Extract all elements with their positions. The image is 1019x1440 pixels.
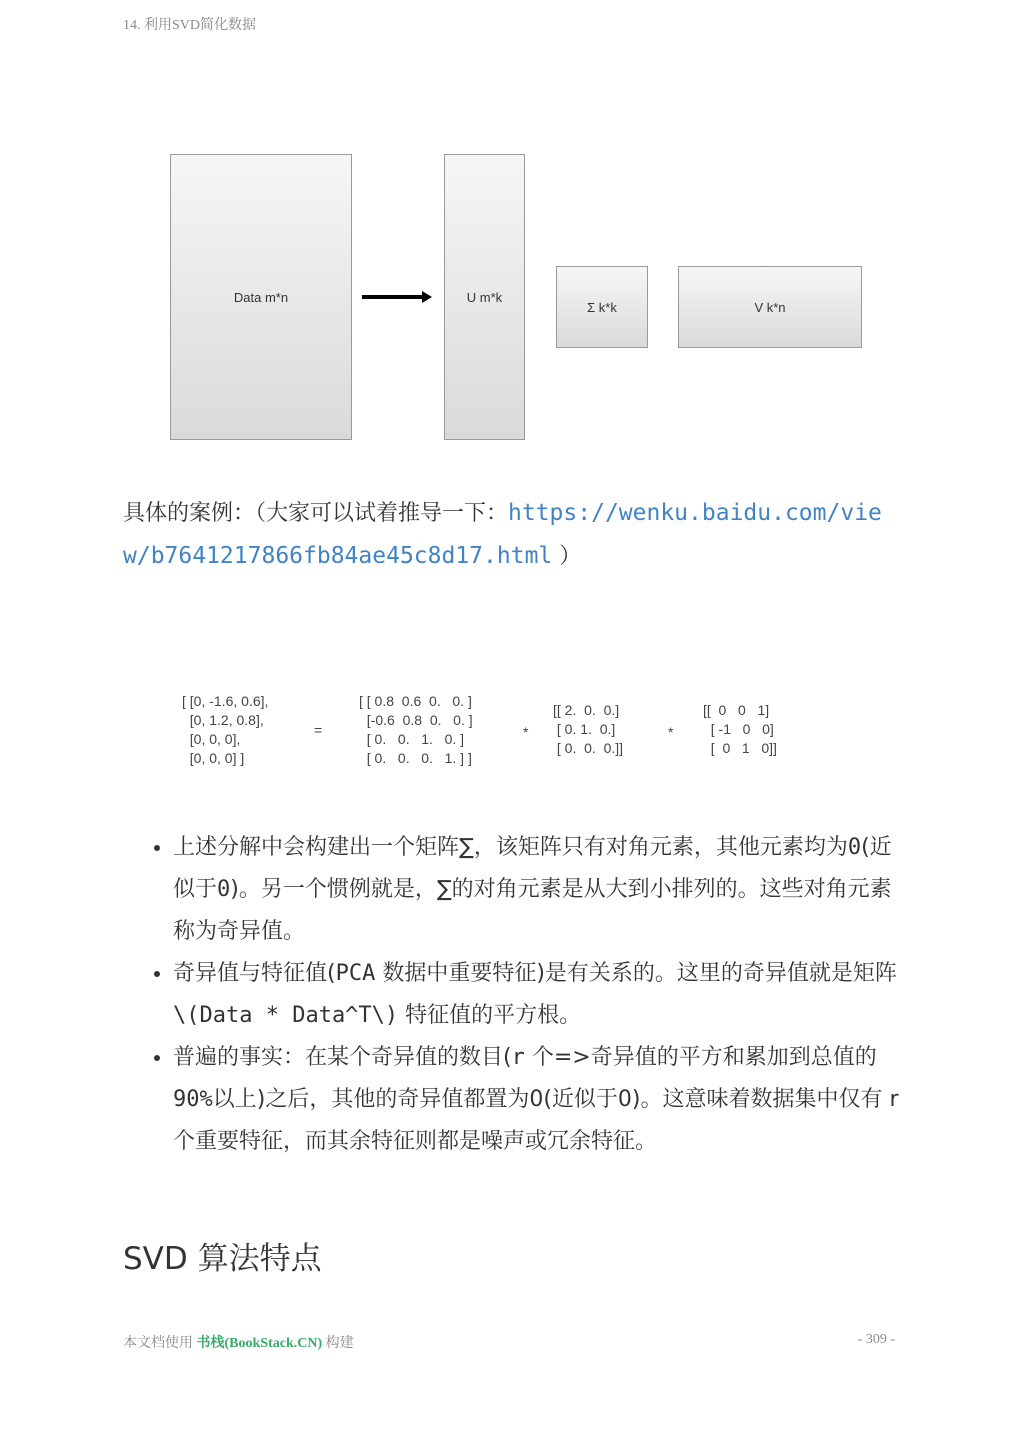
multiply-sign-1: * [523,724,529,740]
running-header: 14. 利用SVD简化数据 [123,18,257,33]
example-paragraph [123,492,893,578]
arrow-right-icon [422,291,432,303]
u-matrix-box: U m*k [444,154,525,440]
list-item: • 奇异值与特征值(PCA 数据中重要特征)是有关系的。这里的奇异值就是矩阵 \(Data * Data^T\) 特征值的平方根。 [173,953,903,1037]
data-matrix-box: Data m*n [170,154,352,440]
page-number: - 309 - [857,1332,895,1347]
v-matrix-box: V k*n [678,266,862,348]
list-item: • 上述分解中会构建出一个矩阵∑，该矩阵只有对角元素，其他元素均为0(近似于0)。另一个惯例就是，∑的对角元素是从大到小排列的。这些对角元素称为奇异值。 [173,827,903,953]
equals-sign: = [314,722,323,738]
svd-facts-list [123,827,903,1163]
example-intro: 具体的案例：（大家可以试着推导一下： [123,501,509,526]
list-item: • 普遍的事实：在某个奇异值的数目(r 个=>奇异值的平方和累加到总值的90%以上)之后，其他的奇异值都置为0(近似于0)。这意味着数据集中仅有 r 个重要特征，而其余特征则都是噪声或冗余特征。 [173,1037,903,1163]
sigma-matrix-box: Σ k*k [556,266,648,348]
example-close: ） [552,544,582,569]
section-heading: SVD 算法特点 [123,1241,322,1277]
footer-credit: 本文档使用 书栈(BookStack.CN) 构建 [123,1336,354,1351]
arrow-shaft [362,295,424,299]
u-matrix-values: [ [ 0.8 0.6 0. 0. ] [-0.6 0.8 0. 0. ] [ 0. 0. 1. 0. ] [ 0. 0. 0. 1. ] ] [359,693,473,766]
multiply-sign-2: * [668,724,674,740]
v-matrix-values: [[ 0 0 1] [ -1 0 0] [ 0 1 0]] [703,702,777,756]
example-link[interactable]: https://wenku.baidu.com/view/b7641217866fb84ae45c8d17.html [123,500,882,569]
footer-brand-link[interactable]: 书栈(BookStack.CN) [196,1336,323,1351]
sigma-matrix-values: [[ 2. 0. 0.] [ 0. 1. 0.] [ 0. 0. 0.]] [553,702,624,756]
data-matrix-values: [ [0, -1.6, 0.6], [0, 1.2, 0.8], [0, 0, 0], [0, 0, 0] ] [182,693,269,766]
